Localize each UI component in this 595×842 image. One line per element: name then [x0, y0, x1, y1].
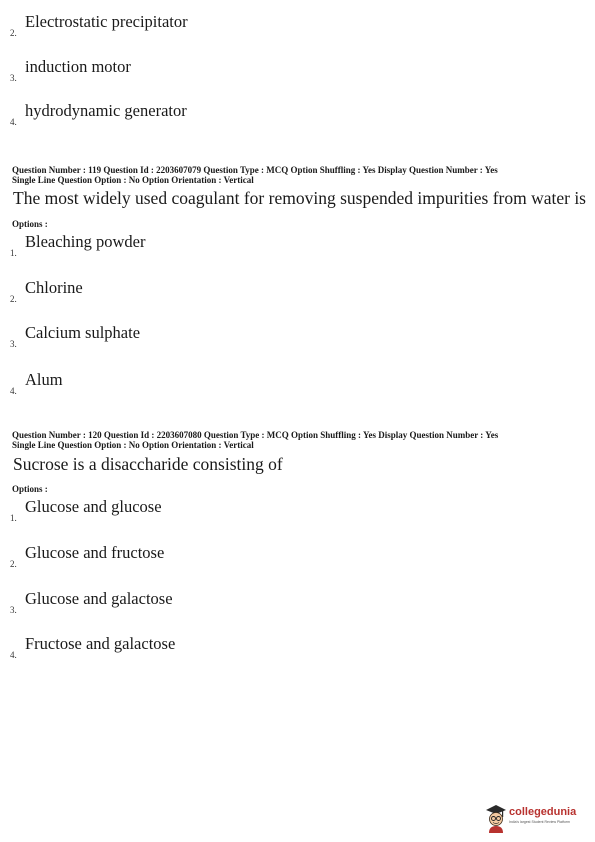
option-text: induction motor [25, 57, 131, 76]
option-number: 4. [10, 117, 17, 127]
option-text: Fructose and galactose [25, 634, 176, 653]
option-number: 2. [10, 559, 17, 569]
options-label: Options : [12, 219, 48, 229]
option-number: 4. [10, 386, 17, 396]
options-label: Options : [12, 484, 48, 494]
option-text: Glucose and galactose [25, 589, 173, 608]
option-number: 3. [10, 605, 17, 615]
option-number: 1. [10, 248, 17, 258]
meta-line-2: Single Line Question Option : No Option Orientation : Vertical [12, 174, 254, 185]
option-text: Electrostatic precipitator [25, 12, 188, 31]
graduate-mascot-icon [485, 803, 507, 833]
option-number: 2. [10, 294, 17, 304]
option-number: 1. [10, 513, 17, 523]
question-120-text: Sucrose is a disaccharide consisting of [13, 454, 283, 474]
option-number: 3. [10, 339, 17, 349]
option-text: Bleaching powder [25, 232, 146, 251]
collegedunia-logo [485, 803, 590, 833]
option-text: Glucose and fructose [25, 543, 165, 562]
question-119-meta [12, 166, 572, 185]
option-number: 3. [10, 73, 17, 83]
logo-tagline: India's largest Student Review Platform [509, 820, 570, 824]
option-number: 4. [10, 650, 17, 660]
logo-name: collegedunia [509, 806, 577, 818]
question-119-text: The most widely used coagulant for removing suspended impurities from water is [13, 188, 586, 208]
meta-line-1: Question Number : 119 Question Id : 2203607079 Question Type : MCQ Option Shuffling : Yes Display Question Number : Yes [12, 165, 498, 175]
option-text: Calcium sulphate [25, 323, 141, 342]
option-text: Alum [25, 370, 63, 389]
question-120-meta [12, 431, 572, 450]
meta-line-2: Single Line Question Option : No Option Orientation : Vertical [12, 439, 254, 450]
option-text: Glucose and glucose [25, 497, 162, 516]
option-text: Chlorine [25, 278, 83, 297]
option-text: hydrodynamic generator [25, 101, 187, 120]
option-number: 2. [10, 28, 17, 38]
meta-line-1: Question Number : 120 Question Id : 2203607080 Question Type : MCQ Option Shuffling : Yes Display Question Number : Yes [12, 430, 499, 440]
